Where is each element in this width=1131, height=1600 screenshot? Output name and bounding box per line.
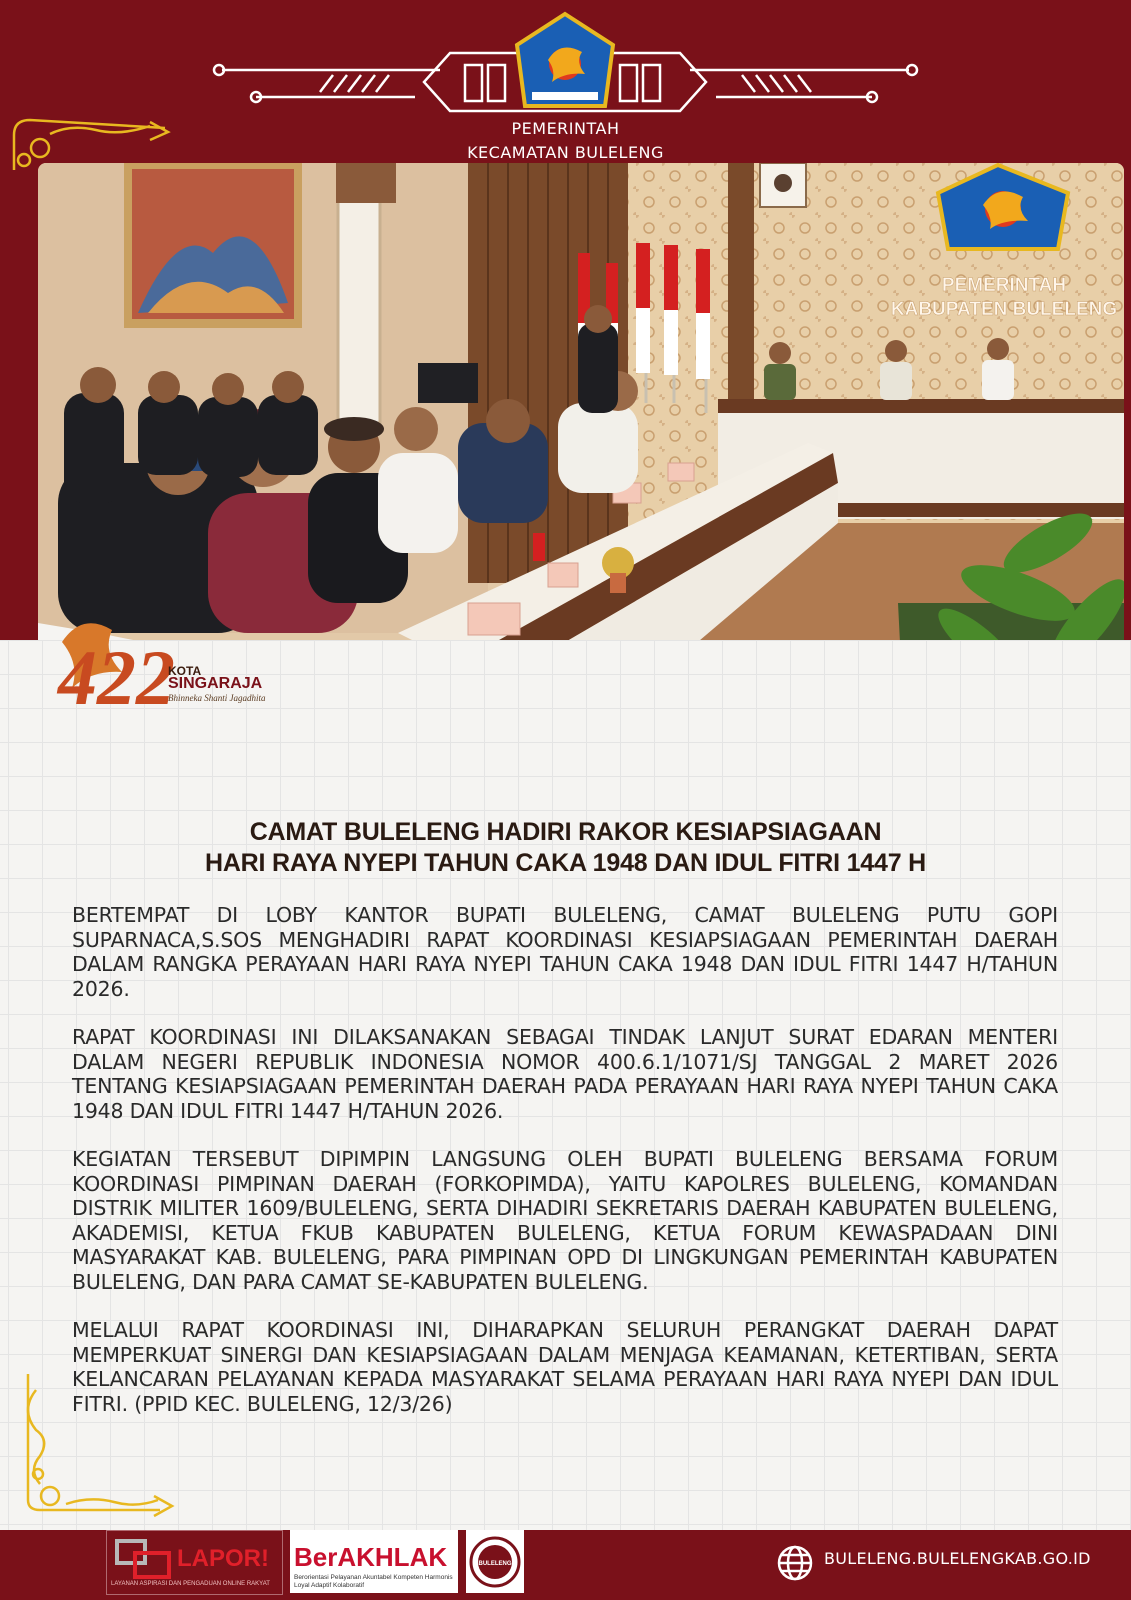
article-paragraph: MELALUI RAPAT KOORDINASI INI, DIHARAPKAN SELURUH PERANGKAT DAERAH DAPAT MEMPERKUAT SINERGI DAN KESIAPSIAGAAN DALAM MENJAGA KEAMANAN, KETERTIBAN, SERTA KELANCARAN PELAYANAN KEPADA MASYARAKAT SELAMA PERAYAAN HARI RAYA NYEPI DAN IDUL FITRI. (PPID KEC. BULELENG, 12/3/26) bbox=[72, 1318, 1058, 1416]
article-title-line2: HARI RAYA NYEPI TAHUN CAKA 1948 DAN IDUL FITRI 1447 H bbox=[204, 849, 927, 877]
lapor-subtitle: LAYANAN ASPIRASI DAN PENGADUAN ONLINE RAKYAT bbox=[111, 1581, 270, 1587]
anniversary-number: 422 bbox=[58, 634, 175, 721]
org-name-line2: KECAMATAN BULELENG bbox=[467, 143, 664, 162]
backdrop-line1: PEMERINTAH bbox=[941, 275, 1067, 296]
article-body bbox=[72, 903, 1058, 1440]
header-band bbox=[0, 0, 1131, 170]
badge-label: BULELENG bbox=[478, 1561, 512, 1567]
berakhlak-subtitle: Berorientasi Pelayanan Akuntabel Kompeten Harmonis Loyal Adaptif Kolaboratif bbox=[294, 1574, 453, 1589]
chat-bubbles-icon bbox=[113, 1537, 183, 1587]
website-link[interactable]: BULELENG.BULELENGKAB.GO.ID bbox=[824, 1549, 1091, 1568]
buleleng-badge[interactable] bbox=[466, 1530, 524, 1593]
article-paragraph: KEGIATAN TERSEBUT DIPIMPIN LANGSUNG OLEH BUPATI BULELENG BERSAMA FORUM KOORDINASI PIMPINAN DAERAH (FORKOPIMDA), YAITU KAPOLRES BULELENG, KOMANDAN DISTRIK MILITER 1609/BULELENG, SERTA DIHADIRI SEKRETARIS DAERAH KABUPATEN BULELENG, AKADEMISI, KETUA FKUB KABUPATEN BULELENG, KETUA FORUM KEWASPADAAN DINI MASYARAKAT KAB. BULELENG, PARA PIMPINAN OPD DI LINGKUNGAN PEMERINTAH KABUPATEN BULELENG, DAN PARA CAMAT SE-KABUPATEN BULELENG. bbox=[72, 1147, 1058, 1294]
backdrop-line2: KABUPATEN BULELENG bbox=[890, 299, 1118, 320]
anniversary-city: SINGARAJA bbox=[168, 675, 263, 692]
berakhlak-logo[interactable] bbox=[290, 1530, 458, 1593]
article-paragraph: BERTEMPAT DI LOBY KANTOR BUPATI BULELENG, CAMAT BULELENG PUTU GOPI SUPARNACA,S.SOS MENGHADIRI RAPAT KOORDINASI KESIAPSIAGAAN PEMERINTAH DAERAH DALAM RANGKA PERAYAAN HARI RAYA NYEPI TAHUN CAKA 1948 DAN IDUL FITRI 1447 H/TAHUN 2026. bbox=[72, 903, 1058, 1001]
article-title-line1: CAMAT BULELENG HADIRI RAKOR KESIAPSIAGAAN bbox=[249, 818, 882, 846]
lapor-logo[interactable] bbox=[106, 1530, 283, 1595]
anniversary-logo bbox=[52, 612, 272, 732]
anniversary-motto: Bhinneka Shanti Jagadhita bbox=[168, 693, 266, 703]
org-name-line1: PEMERINTAH bbox=[511, 119, 620, 138]
lapor-label: LAPOR! bbox=[177, 1545, 269, 1572]
anniversary-kota: KOTA bbox=[168, 664, 202, 678]
article-paragraph: RAPAT KOORDINASI INI DILAKSANAKAN SEBAGAI TINDAK LANJUT SURAT EDARAN MENTERI DALAM NEGERI REPUBLIK INDONESIA NOMOR 400.6.1/1071/SJ TANGGAL 2 MARET 2026 TENTANG KESIAPSIAGAAN PEMERINTAH DAERAH PADA PERAYAAN HARI RAYA NYEPI TAHUN CAKA 1948 DAN IDUL FITRI 1447 H/TAHUN 2026. bbox=[72, 1025, 1058, 1123]
gold-flourish-bottom bbox=[10, 1370, 180, 1530]
berakhlak-label: BerAKHLAK bbox=[294, 1542, 448, 1572]
globe-icon bbox=[776, 1544, 814, 1582]
